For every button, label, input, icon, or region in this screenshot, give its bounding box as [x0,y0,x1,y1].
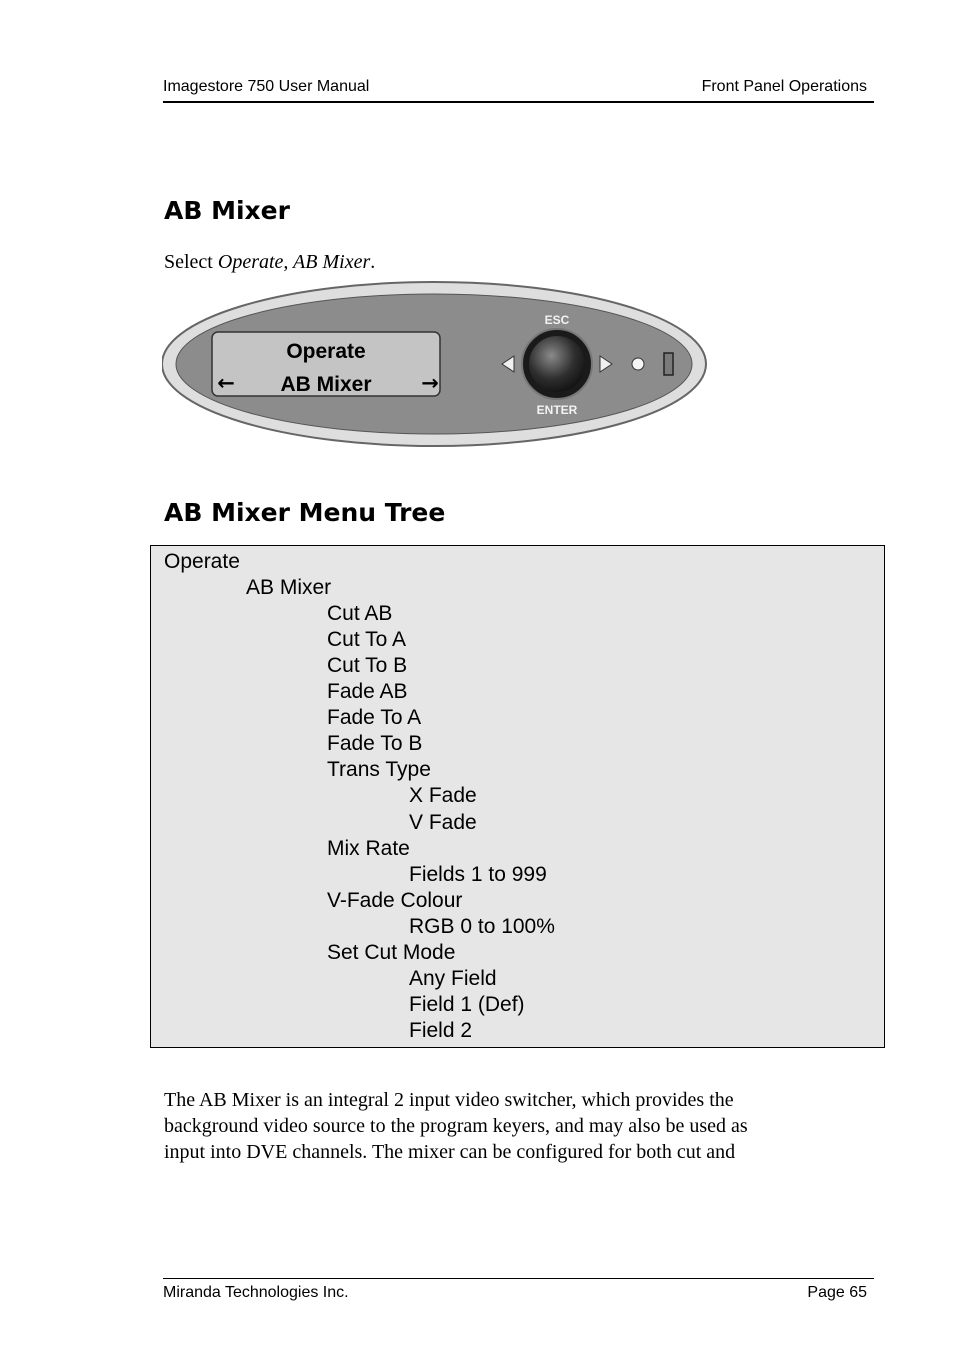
header-section-title: Front Panel Operations [701,78,867,95]
enter-label: ENTER [536,403,578,417]
menu-tree-item: Fade To B [327,732,423,756]
menu-tree-item: Operate [164,550,240,573]
menu-tree-item: Fields 1 to 999 [409,862,547,886]
menu-tree-item: Field 1 (Def) [409,992,525,1016]
menu-tree-item: Mix Rate [327,836,410,860]
header-manual-title: Imagestore 750 User Manual [163,78,370,95]
lcd-line-1: Operate [286,340,366,363]
menu-tree-item: Cut To A [327,628,406,652]
menu-tree-item: Fade AB [327,680,408,704]
footer-page-number: Page 65 [807,1284,867,1301]
menu-tree-item: Cut To B [327,654,408,678]
menu-tree-item: Cut AB [327,602,393,626]
menu-tree-box [150,545,885,1048]
select-suffix: . [370,251,376,273]
page-header [163,76,874,103]
menu-tree-item: X Fade [409,784,477,808]
menu-tree-item: Any Field [409,966,497,990]
menu-tree-item: Fade To A [327,706,422,730]
footer-company: Miranda Technologies Inc. [163,1284,349,1301]
lcd-line-2: AB Mixer [280,373,372,396]
menu-tree-item: Set Cut Mode [327,940,456,964]
section-title-menu-tree: AB Mixer Menu Tree [164,498,446,527]
select-prefix: Select [164,251,218,273]
front-panel-illustration [162,280,708,448]
lcd-left-arrow-icon: ← [217,371,235,395]
select-instruction [164,251,375,274]
menu-tree-item: V Fade [409,810,477,834]
esc-label: ESC [544,313,570,327]
knob-icon[interactable] [529,336,585,392]
paragraph-line: The AB Mixer is an integral 2 input video switcher, which provides the [164,1089,734,1111]
paragraph-line: input into DVE channels. The mixer can be configured for both cut and [164,1141,736,1163]
select-menu-path: Operate, AB Mixer [217,251,371,273]
page-footer [163,1278,874,1301]
menu-tree-item: Field 2 [409,1018,473,1042]
menu-tree-item: V-Fade Colour [327,888,463,912]
slot-icon [664,353,673,375]
menu-tree-item: AB Mixer [246,576,332,600]
led-icon [632,358,644,370]
menu-tree-item: Trans Type [327,758,431,782]
section-title-ab-mixer: AB Mixer [164,196,290,225]
body-paragraph [164,1087,844,1165]
menu-tree-item: RGB 0 to 100% [409,914,555,938]
paragraph-line: background video source to the program keyers, and may also be used as [164,1115,748,1137]
lcd-right-arrow-icon: → [421,371,439,395]
